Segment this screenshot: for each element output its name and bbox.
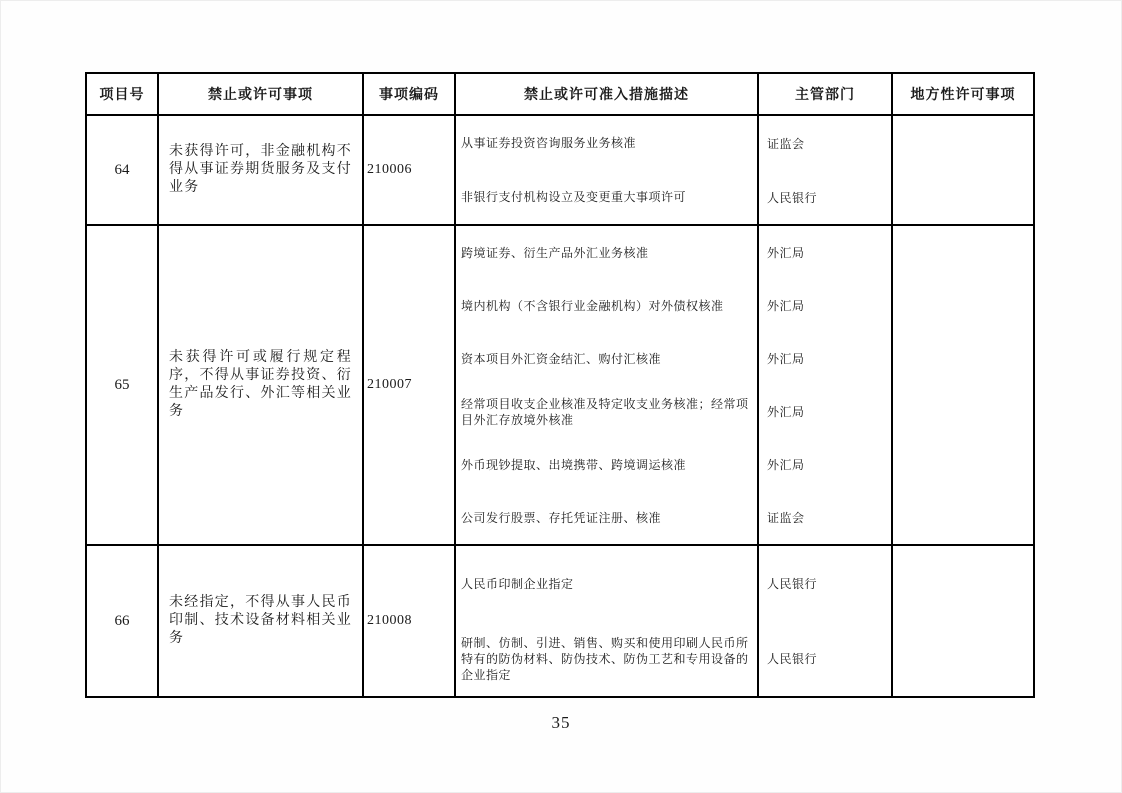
page-number: 35	[551, 713, 571, 732]
measure-department: 人民银行	[767, 652, 818, 666]
row-number: 65	[87, 226, 159, 544]
row-matter-code: 210006	[364, 116, 456, 224]
row-matter-text: 未获得许可，非金融机构不得从事证券期货服务及支付业务	[159, 116, 364, 224]
measure-row	[456, 438, 891, 491]
header-item-number: 项目号	[87, 74, 159, 114]
measure-description: 资本项目外汇资金结汇、购付汇核准	[456, 332, 759, 385]
row-matter-text: 未经指定，不得从事人民币印制、技术设备材料相关业务	[159, 546, 364, 696]
local-permit-cell	[893, 226, 1033, 544]
measure-department: 外汇局	[767, 458, 805, 472]
row-matter-code: 210007	[364, 226, 456, 544]
header-measure-desc: 禁止或许可准入措施描述	[456, 74, 759, 114]
measure-department: 证监会	[767, 511, 805, 525]
measure-department: 证监会	[767, 136, 805, 151]
local-permit-cell	[893, 116, 1033, 224]
measure-description: 外币现钞提取、出境携带、跨境调运核准	[456, 438, 759, 491]
measure-department: 人民银行	[767, 190, 818, 205]
local-permit-cell	[893, 546, 1033, 696]
measures-cell	[456, 226, 893, 544]
table-header-row	[87, 74, 1033, 116]
measure-description: 人民币印制企业指定	[456, 546, 759, 621]
table-row	[87, 546, 1033, 696]
measures-cell	[456, 116, 893, 224]
measure-department: 外汇局	[767, 299, 805, 313]
measure-description: 公司发行股票、存托凭证注册、核准	[456, 491, 759, 544]
header-local-permit: 地方性许可事项	[910, 88, 1016, 103]
row-matter-text: 未获得许可或履行规定程序，不得从事证券投资、衍生产品发行、外汇等相关业务	[159, 226, 364, 544]
measure-department: 外汇局	[767, 352, 805, 366]
measure-row	[456, 116, 891, 170]
negative-list-table	[85, 72, 1035, 698]
measure-row	[456, 546, 891, 621]
measure-department: 人民银行	[767, 577, 818, 591]
measure-description: 非银行支付机构设立及变更重大事项许可	[456, 170, 759, 224]
table-row	[87, 226, 1033, 546]
measure-description: 经常项目收支企业核准及特定收支业务核准；经常项目外汇存放境外核准	[456, 385, 759, 438]
table-row	[87, 116, 1033, 226]
measure-row	[456, 332, 891, 385]
measure-row	[456, 385, 891, 438]
header-department: 主管部门	[759, 74, 893, 114]
row-number: 64	[87, 116, 159, 224]
measure-description: 从事证券投资咨询服务业务核准	[456, 116, 759, 170]
header-matter-code: 事项编码	[364, 74, 456, 114]
row-matter-code: 210008	[364, 546, 456, 696]
measure-row	[456, 279, 891, 332]
measure-description: 跨境证券、衍生产品外汇业务核准	[456, 226, 759, 279]
measure-description: 研制、仿制、引进、销售、购买和使用印刷人民币所特有的防伪材料、防伪技术、防伪工艺和专用设备的企业指定	[456, 621, 759, 696]
measure-row	[456, 491, 891, 544]
measures-cell	[456, 546, 893, 696]
measure-department: 外汇局	[767, 246, 805, 260]
measure-row	[456, 621, 891, 696]
measure-description: 境内机构（不含银行业金融机构）对外债权核准	[456, 279, 759, 332]
measure-row	[456, 170, 891, 224]
row-number: 66	[87, 546, 159, 696]
measure-row	[456, 226, 891, 279]
measure-department: 外汇局	[767, 405, 805, 419]
header-matter: 禁止或许可事项	[159, 74, 364, 114]
